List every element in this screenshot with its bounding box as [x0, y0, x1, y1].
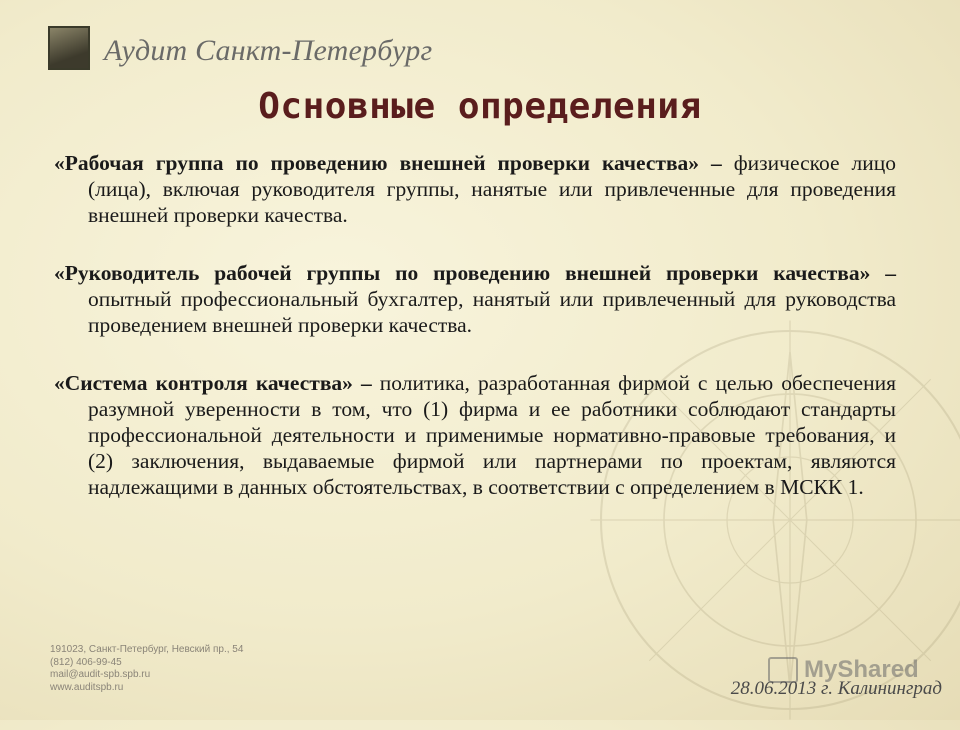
date-location: 28.06.2013 г. Калининград — [730, 678, 942, 699]
email-line: mail@audit-spb.spb.ru — [50, 669, 151, 680]
definition-term: «Рабочая группа по проведению внешней проверки качества» — [54, 151, 700, 175]
address-line: 191023, Санкт-Петербург, Невский пр., 54 — [50, 644, 244, 655]
definition-term: «Система контроля качества» — [54, 371, 353, 395]
definition-text: опытный профессиональный бухгалтер, нанятый или привлеченный для руководства проведением внешней проверки качества. — [88, 287, 896, 337]
definition-item — [54, 370, 896, 500]
website-line: www.auditspb.ru — [50, 681, 124, 693]
definitions-list — [54, 150, 896, 532]
footer-address — [50, 644, 243, 694]
brand-name: Аудит Санкт-Петербург — [104, 34, 433, 67]
definition-term: «Руководитель рабочей группы по проведению внешней проверки качества» — [54, 261, 871, 285]
definition-item — [54, 150, 896, 228]
page-title: Основные определения — [258, 86, 702, 127]
definition-text: физическое лицо (лица), включая руководителя группы, нанятые или привлеченные для проведения внешней проверки качества. — [88, 151, 896, 227]
definition-item — [54, 260, 896, 338]
company-logo — [48, 26, 90, 70]
definition-dash: – — [352, 371, 380, 395]
definition-dash: – — [699, 151, 734, 175]
phone-line: (812) 406-99-45 — [50, 656, 122, 668]
definition-text: политика, разработанная фирмой с целью обеспечения разумной уверенности в том, что (1) фирма и ее работники соблюдают стандарты профессиональной деятельности и применимые нормативно-правовые требования, и (2) заключения, выдаваемые фирмой или партнерами по проектам, являются надлежащими в данных обстоятельствах, в соответствии с определением в МСКК 1. — [88, 371, 896, 499]
watermark-label: MyShared — [804, 656, 919, 683]
definition-dash: – — [870, 261, 896, 285]
